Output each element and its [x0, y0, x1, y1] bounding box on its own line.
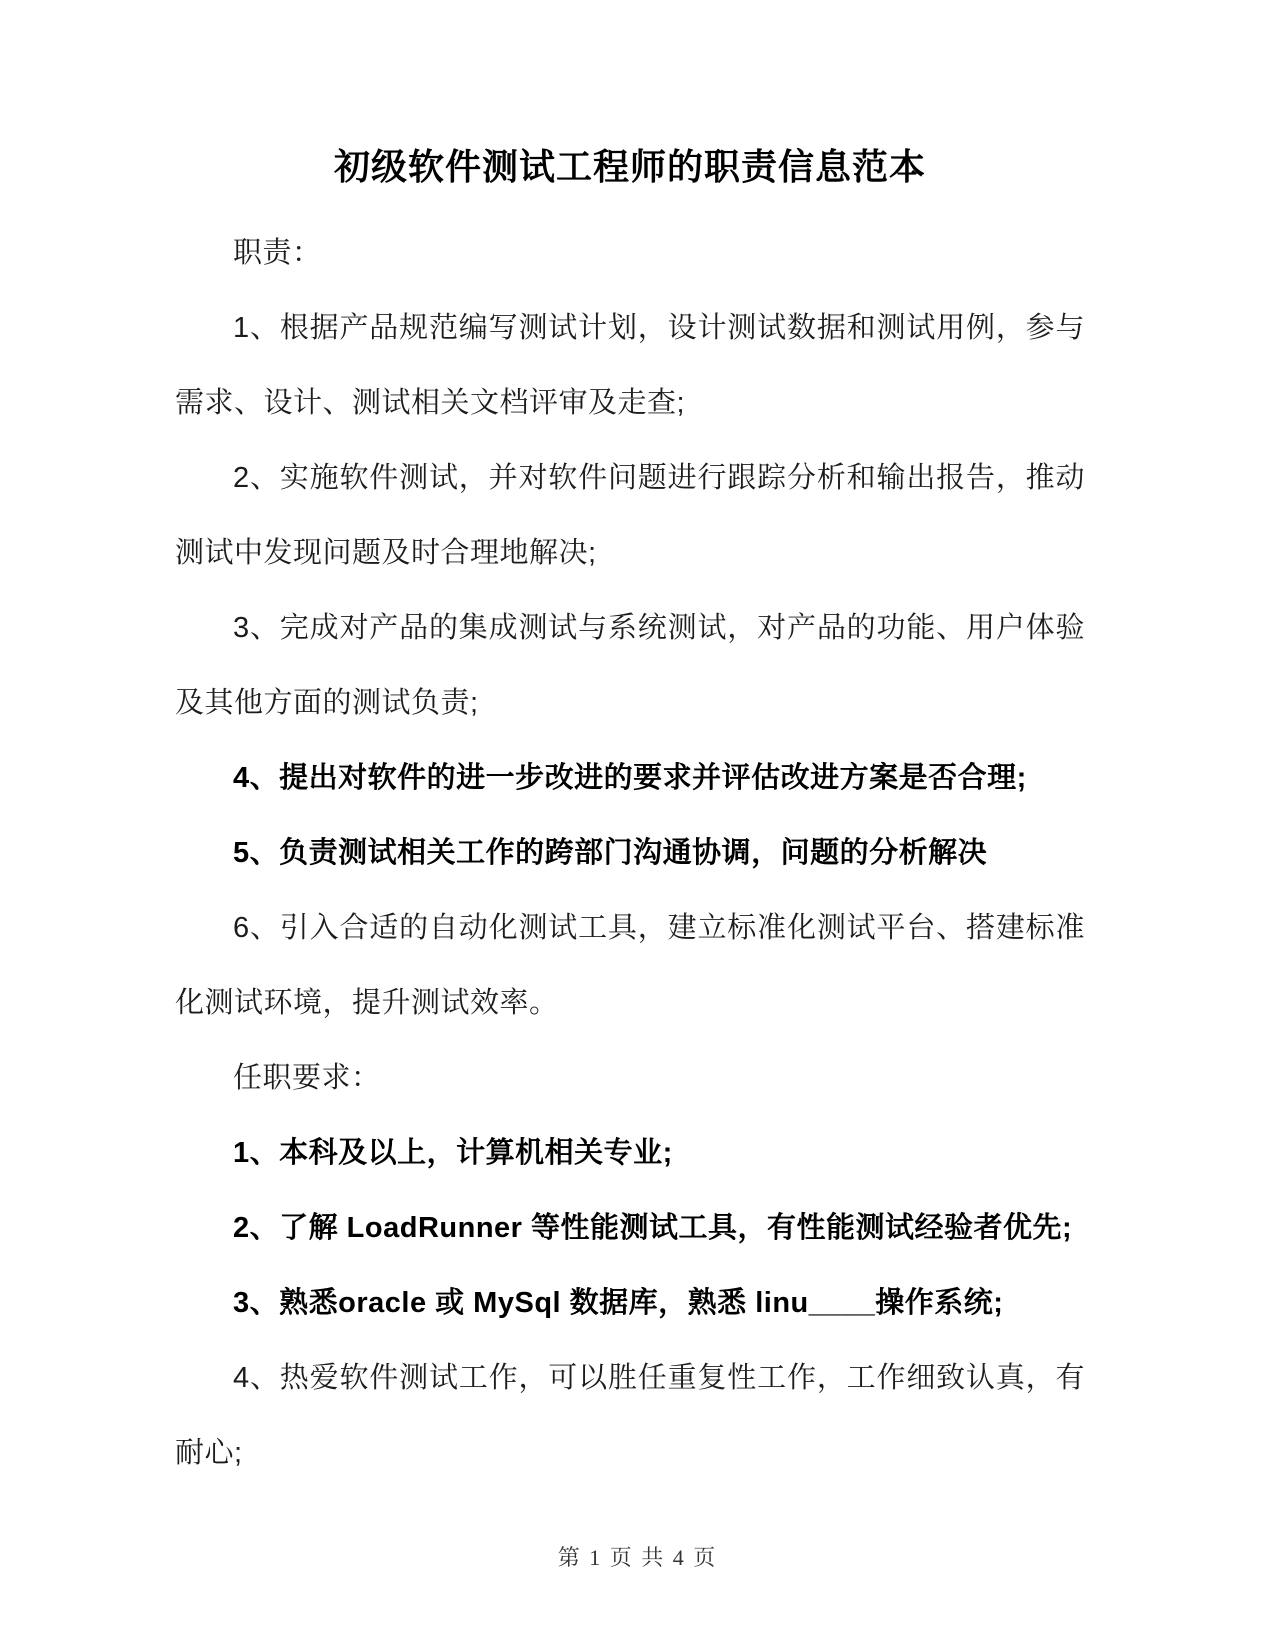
paragraph-duty-6: 6、引入合适的自动化测试工具，建立标准化测试平台、搭建标准化测试环境，提升测试效率。	[175, 912, 1085, 1019]
page-number-footer: 第 1 页 共 4 页	[557, 1545, 718, 1570]
paragraph-requirement-3: 3、熟悉oracle 或 MySql 数据库，熟悉 linu____操作系统;	[233, 1287, 1004, 1319]
paragraph-duty-3: 3、完成对产品的集成测试与系统测试，对产品的功能、用户体验及其他方面的测试负责;	[175, 612, 1085, 719]
document-content	[175, 140, 1085, 1491]
paragraph-duty-1: 1、根据产品规范编写测试计划，设计测试数据和测试用例，参与需求、设计、测试相关文档评审及走查;	[175, 312, 1085, 419]
paragraph-duty-heading: 职责：	[233, 237, 322, 269]
paragraph-duty-2: 2、实施软件测试，并对软件问题进行跟踪分析和输出报告，推动测试中发现问题及时合理地解决;	[175, 462, 1085, 569]
paragraph-requirements-heading: 任职要求：	[233, 1062, 381, 1094]
paragraph-requirement-4: 4、热爱软件测试工作，可以胜任重复性工作，工作细致认真，有耐心;	[175, 1362, 1085, 1469]
paragraph-requirement-2: 2、了解 LoadRunner 等性能测试工具，有性能测试经验者优先;	[233, 1212, 1073, 1244]
paragraph-duty-4: 4、提出对软件的进一步改进的要求并评估改进方案是否合理;	[233, 762, 1027, 794]
paragraph-requirement-1: 1、本科及以上，计算机相关专业;	[233, 1137, 673, 1169]
paragraph-duty-5: 5、负责测试相关工作的跨部门沟通协调，问题的分析解决	[233, 837, 988, 869]
document-title: 初级软件测试工程师的职责信息范本	[333, 146, 926, 187]
